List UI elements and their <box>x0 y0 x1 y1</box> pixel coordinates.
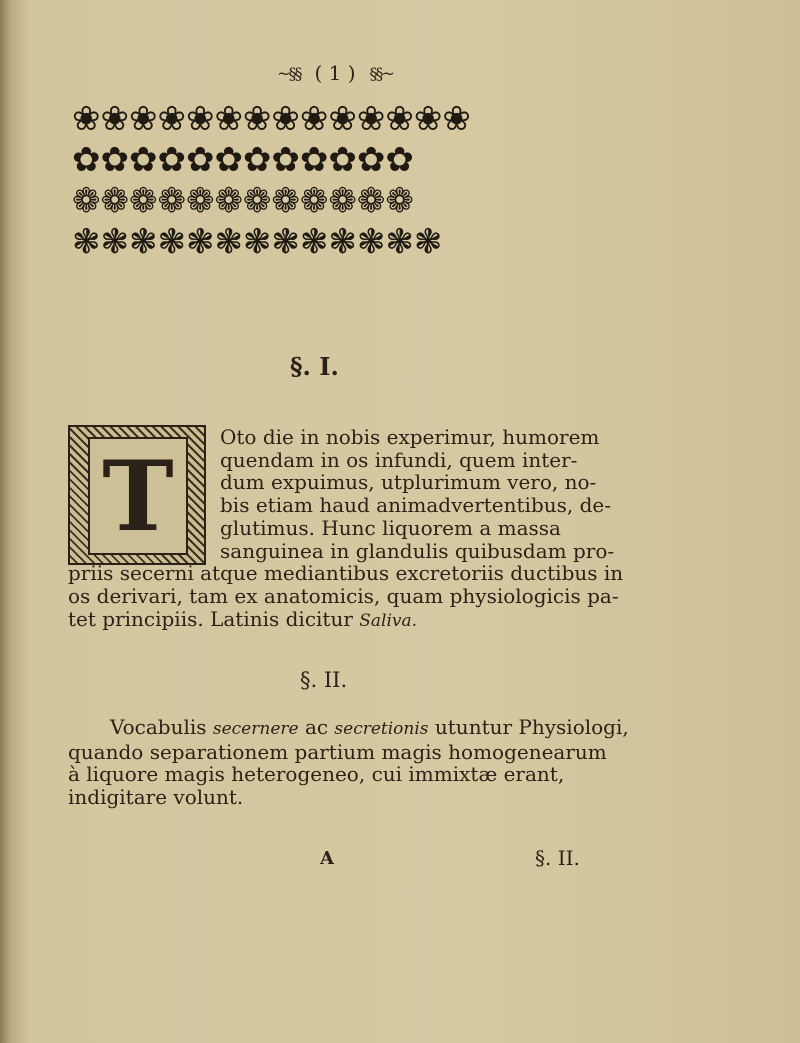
text-run: tet principiis. Latinis dicitur <box>68 606 353 631</box>
text-line <box>68 608 598 633</box>
paragraph-1 <box>68 425 624 632</box>
ornament-row: ❀❀❀❀❀❀❀❀❀❀❀❀❀❀ <box>72 98 471 139</box>
italic-term: secretionis <box>334 719 429 739</box>
page-header <box>205 58 465 88</box>
text-line: à liquore magis heterogeneo, cui immixtæ erant, <box>68 762 565 787</box>
text-line: dum expuimus, utplurimum vero, no- <box>220 470 597 495</box>
section-heading-1: §. I. <box>290 352 339 381</box>
ornament-row: ✿✿✿✿✿✿✿✿✿✿✿✿ <box>72 139 414 180</box>
text-line: os derivari, tam ex anatomicis, quam physiologicis pa- <box>68 583 619 608</box>
text-line: indigitare volunt. <box>68 785 244 810</box>
ornament-band <box>72 98 582 263</box>
paragraph-2 <box>68 715 629 810</box>
section-heading-2: §. II. <box>300 668 348 692</box>
signature-mark: A <box>320 848 334 869</box>
text-line: glutimus. Hunc liquorem a massa <box>220 515 561 540</box>
text-line: priis secerni atque mediantibus excretoriis ductibus in <box>68 561 624 586</box>
ornament-row: ❃❃❃❃❃❃❃❃❃❃❃❃❃ <box>72 222 443 263</box>
initial-letter: T <box>88 437 188 555</box>
text-line: quendam in os infundi, quem inter- <box>220 447 578 472</box>
text-line: Oto die in nobis experimur, humorem <box>220 425 600 449</box>
text-run: ac <box>304 715 329 739</box>
page-number: ( 1 ) <box>314 61 356 85</box>
right-ornament: §§~ <box>369 63 393 83</box>
text-line: bis etiam haud animadvertentibus, de- <box>220 493 612 518</box>
italic-term: secernere <box>212 719 299 739</box>
text-line <box>110 715 629 741</box>
left-ornament: ~§§ <box>277 63 301 83</box>
text-line: sanguinea in glandulis quibusdam pro- <box>220 538 615 563</box>
italic-term: Saliva. <box>359 610 418 631</box>
text-run: utuntur Physiologi, <box>434 715 629 739</box>
ornament-row: ❁❁❁❁❁❁❁❁❁❁❁❁ <box>72 181 414 222</box>
text-run: Vocabulis <box>110 715 207 739</box>
catchword: §. II. <box>535 846 580 870</box>
text-line: quando separationem partium magis homogenearum <box>68 739 607 764</box>
